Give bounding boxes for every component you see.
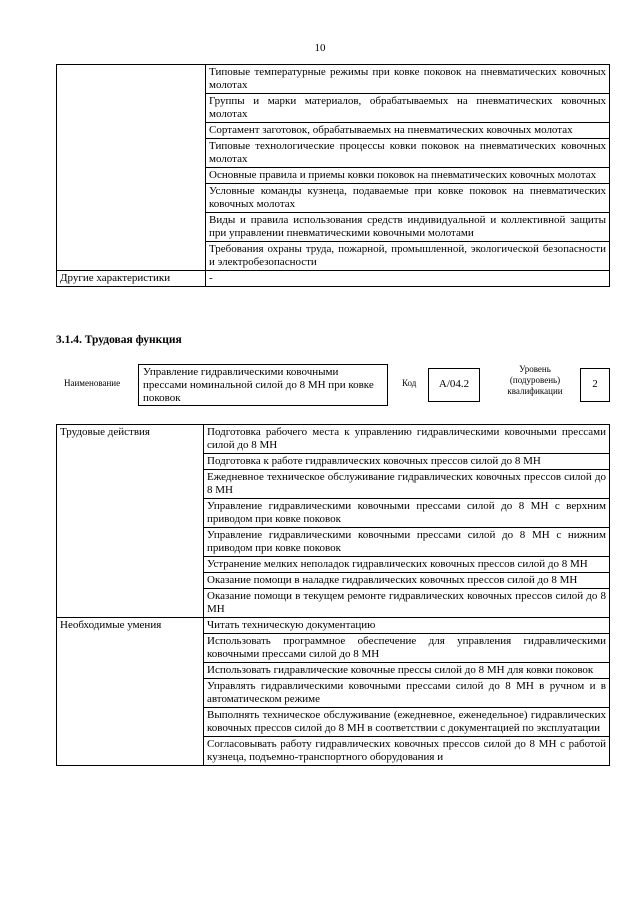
action-item: Подготовка к работе гидравлических ковочных прессов силой до 8 МН — [204, 454, 610, 470]
action-item: Устранение мелких неполадок гидравлических ковочных прессов силой до 8 МН — [204, 557, 610, 573]
top-knowledge-table — [56, 64, 610, 287]
code-label: Код — [402, 378, 417, 388]
knowledge-item: Сортамент заготовок, обрабатываемых на пневматических ковочных молотах — [206, 123, 610, 139]
action-item: Управление гидравлическими ковочными прессами силой до 8 МН с верхним приводом при ковке поковок — [204, 499, 610, 528]
skill-item: Читать техническую документацию — [204, 618, 610, 634]
table-row — [57, 271, 610, 287]
action-item: Оказание помощи в текущем ремонте гидравлических ковочных прессов силой до 8 МН — [204, 589, 610, 618]
knowledge-item: Типовые технологические процессы ковки поковок на пневматических ковочных молотах — [206, 139, 610, 168]
other-characteristics-label: Другие характеристики — [57, 271, 206, 287]
action-item: Подготовка рабочего места к управлению гидравлическими ковочными прессами силой до 8 МН — [204, 425, 610, 454]
action-item: Оказание помощи в наладке гидравлических ковочных прессов силой до 8 МН — [204, 573, 610, 589]
code-box: А/04.2 — [428, 368, 480, 402]
table-row — [57, 65, 610, 94]
section-title: 3.1.4. Трудовая функция — [56, 334, 182, 346]
action-item: Управление гидравлическими ковочными прессами силой до 8 МН с нижним приводом при ковке поковок — [204, 528, 610, 557]
other-characteristics-value: - — [206, 271, 610, 287]
skill-item: Управлять гидравлическими ковочными прессами силой до 8 МН в ручном и в автоматическом режиме — [204, 679, 610, 708]
skill-item: Использовать гидравлические ковочные прессы силой до 8 МН для ковки поковок — [204, 663, 610, 679]
row-label-empty — [57, 65, 206, 271]
action-item: Ежедневное техническое обслуживание гидравлических ковочных прессов силой до 8 МН — [204, 470, 610, 499]
level-label: Уровень (подуровень) квалификации — [507, 364, 563, 396]
table-row — [57, 618, 610, 634]
skill-item: Использовать программное обеспечение для управления гидравлическими ковочными прессами силой до 8 МН — [204, 634, 610, 663]
actions-label: Трудовые действия — [57, 425, 204, 618]
function-details-table — [56, 424, 610, 766]
knowledge-item: Требования охраны труда, пожарной, промышленной, экологической безопасности и электробезопасности — [206, 242, 610, 271]
page-number: 10 — [314, 42, 326, 54]
knowledge-item: Условные команды кузнеца, подаваемые при ковке поковок на пневматических ковочных молотах — [206, 184, 610, 213]
knowledge-item: Основные правила и приемы ковки поковок на пневматических ковочных молотах — [206, 168, 610, 184]
table-row — [57, 425, 610, 454]
name-label: Наименование — [64, 378, 121, 388]
skills-label: Необходимые умения — [57, 618, 204, 766]
knowledge-item: Виды и правила использования средств индивидуальной и коллективной защиты при управлении пневматическими ковочными молотами — [206, 213, 610, 242]
knowledge-item: Типовые температурные режимы при ковке поковок на пневматических ковочных молотах — [206, 65, 610, 94]
level-box: 2 — [580, 368, 610, 402]
function-name-box: Управление гидравлическими ковочными прессами номинальной силой до 8 МН при ковке поковок — [138, 364, 388, 406]
skill-item: Согласовывать работу гидравлических ковочных прессов силой до 8 МН с работой кузнеца, подъемно-транспортного оборудования и — [204, 737, 610, 766]
knowledge-item: Группы и марки материалов, обрабатываемых на пневматических ковочных молотах — [206, 94, 610, 123]
skill-item: Выполнять техническое обслуживание (ежедневное, еженедельное) гидравлических ковочных прессов силой до 8 МН в соответствии с документацией по эксплуатации — [204, 708, 610, 737]
